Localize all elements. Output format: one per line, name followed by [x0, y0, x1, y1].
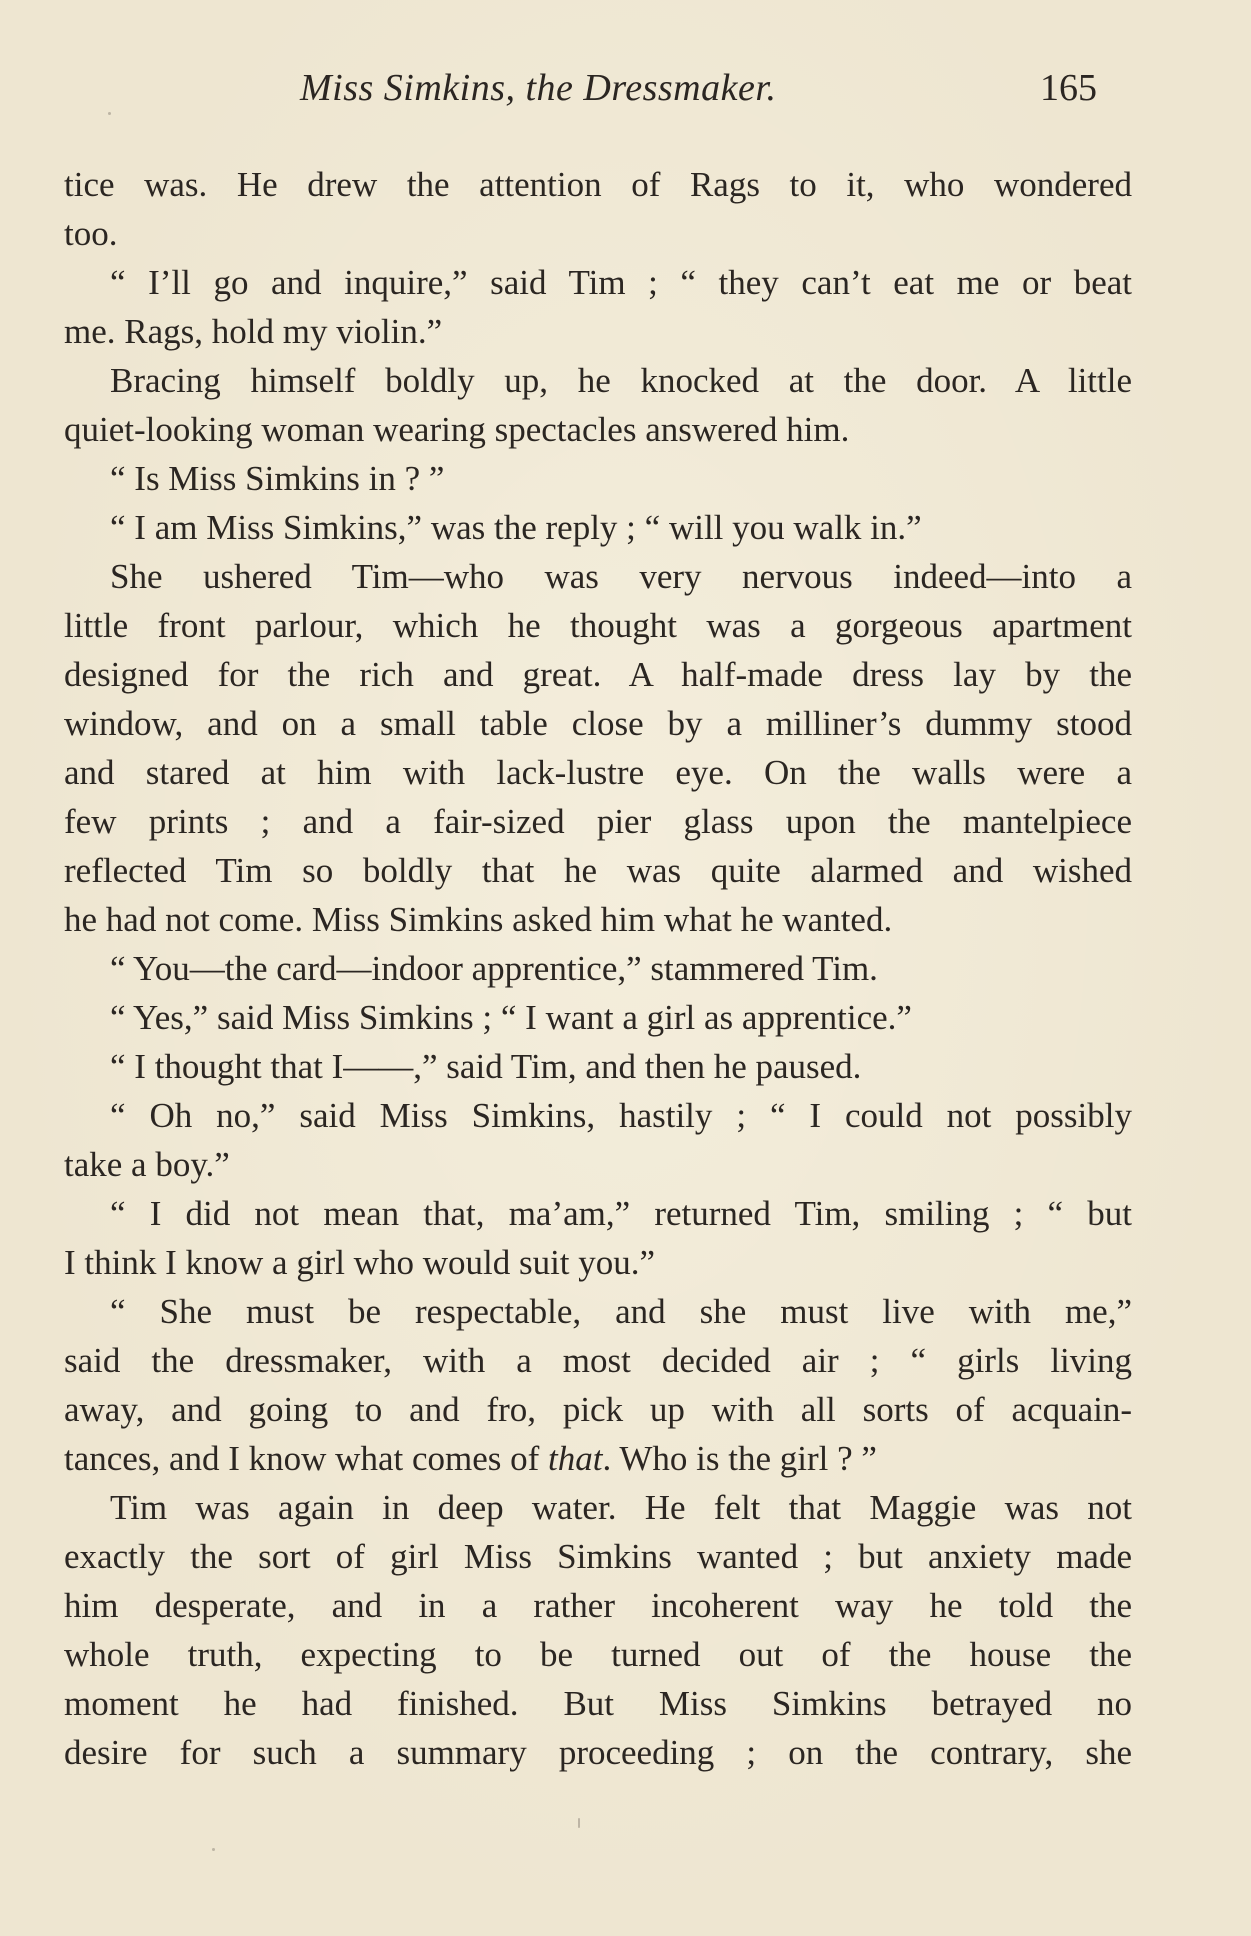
text-line: me. Rags, hold my violin.” [64, 312, 443, 351]
text-line: “ She must be respectable, and she must live with me,” [110, 1292, 1132, 1331]
text-line: quiet-looking woman wearing spectacles answered him. [64, 410, 850, 449]
body-text [64, 160, 1132, 1777]
text-line: I think I know a girl who would suit you.” [64, 1243, 656, 1282]
text-line: She ushered Tim—who was very nervous indeed—into a [110, 557, 1132, 596]
text-line: tances, and I know what comes of that. Who is the girl ? ” [64, 1439, 877, 1478]
text-line: he had not come. Miss Simkins asked him what he wanted. [64, 900, 893, 939]
text-line: him desperate, and in a rather incoherent way he told the [64, 1586, 1132, 1625]
text-line: moment he had finished. But Miss Simkins betrayed no [64, 1684, 1132, 1723]
text-line: and stared at him with lack-lustre eye. On the walls were a [64, 753, 1132, 792]
text-line: away, and going to and fro, pick up with all sorts of acquain- [64, 1390, 1132, 1429]
text-line: window, and on a small table close by a milliner’s dummy stood [64, 704, 1132, 743]
text-line: said the dressmaker, with a most decided air ; “ girls living [64, 1341, 1132, 1380]
text-line: Bracing himself boldly up, he knocked at the door. A little [110, 361, 1132, 400]
running-title: Miss Simkins, the Dressmaker. [300, 67, 777, 109]
page-number: 165 [1040, 67, 1097, 109]
paper-speck [108, 112, 111, 115]
text-line: few prints ; and a fair-sized pier glass upon the mantelpiece [64, 802, 1132, 841]
text-line: whole truth, expecting to be turned out of the house the [64, 1635, 1132, 1674]
paper-speck [212, 1848, 215, 1851]
text-line: “ Oh no,” said Miss Simkins, hastily ; “ I could not possibly [110, 1096, 1132, 1135]
text-line: reflected Tim so boldly that he was quite alarmed and wished [64, 851, 1132, 890]
text-line: take a boy.” [64, 1145, 230, 1184]
text-line: little front parlour, which he thought was a gorgeous apartment [64, 606, 1132, 645]
text-line: “ You—the card—indoor apprentice,” stammered Tim. [110, 949, 878, 988]
text-line: “ I’ll go and inquire,” said Tim ; “ they can’t eat me or beat [110, 263, 1132, 302]
text-line: “ Yes,” said Miss Simkins ; “ I want a girl as apprentice.” [110, 998, 912, 1037]
text-line: exactly the sort of girl Miss Simkins wanted ; but anxiety made [64, 1537, 1132, 1576]
text-line: “ Is Miss Simkins in ? ” [110, 459, 445, 498]
text-line: tice was. He drew the attention of Rags to it, who wondered [64, 165, 1132, 204]
text-line: “ I thought that I——,” said Tim, and then he paused. [110, 1047, 862, 1086]
text-line: too. [64, 214, 118, 253]
running-head [0, 66, 1251, 126]
paper-speck [578, 1818, 580, 1828]
text-line: “ I did not mean that, ma’am,” returned Tim, smiling ; “ but [110, 1194, 1132, 1233]
text-line: “ I am Miss Simkins,” was the reply ; “ will you walk in.” [110, 508, 922, 547]
text-line: designed for the rich and great. A half-made dress lay by the [64, 655, 1132, 694]
text-line: Tim was again in deep water. He felt that Maggie was not [110, 1488, 1132, 1527]
text-line: desire for such a summary proceeding ; on the contrary, she [64, 1733, 1132, 1772]
